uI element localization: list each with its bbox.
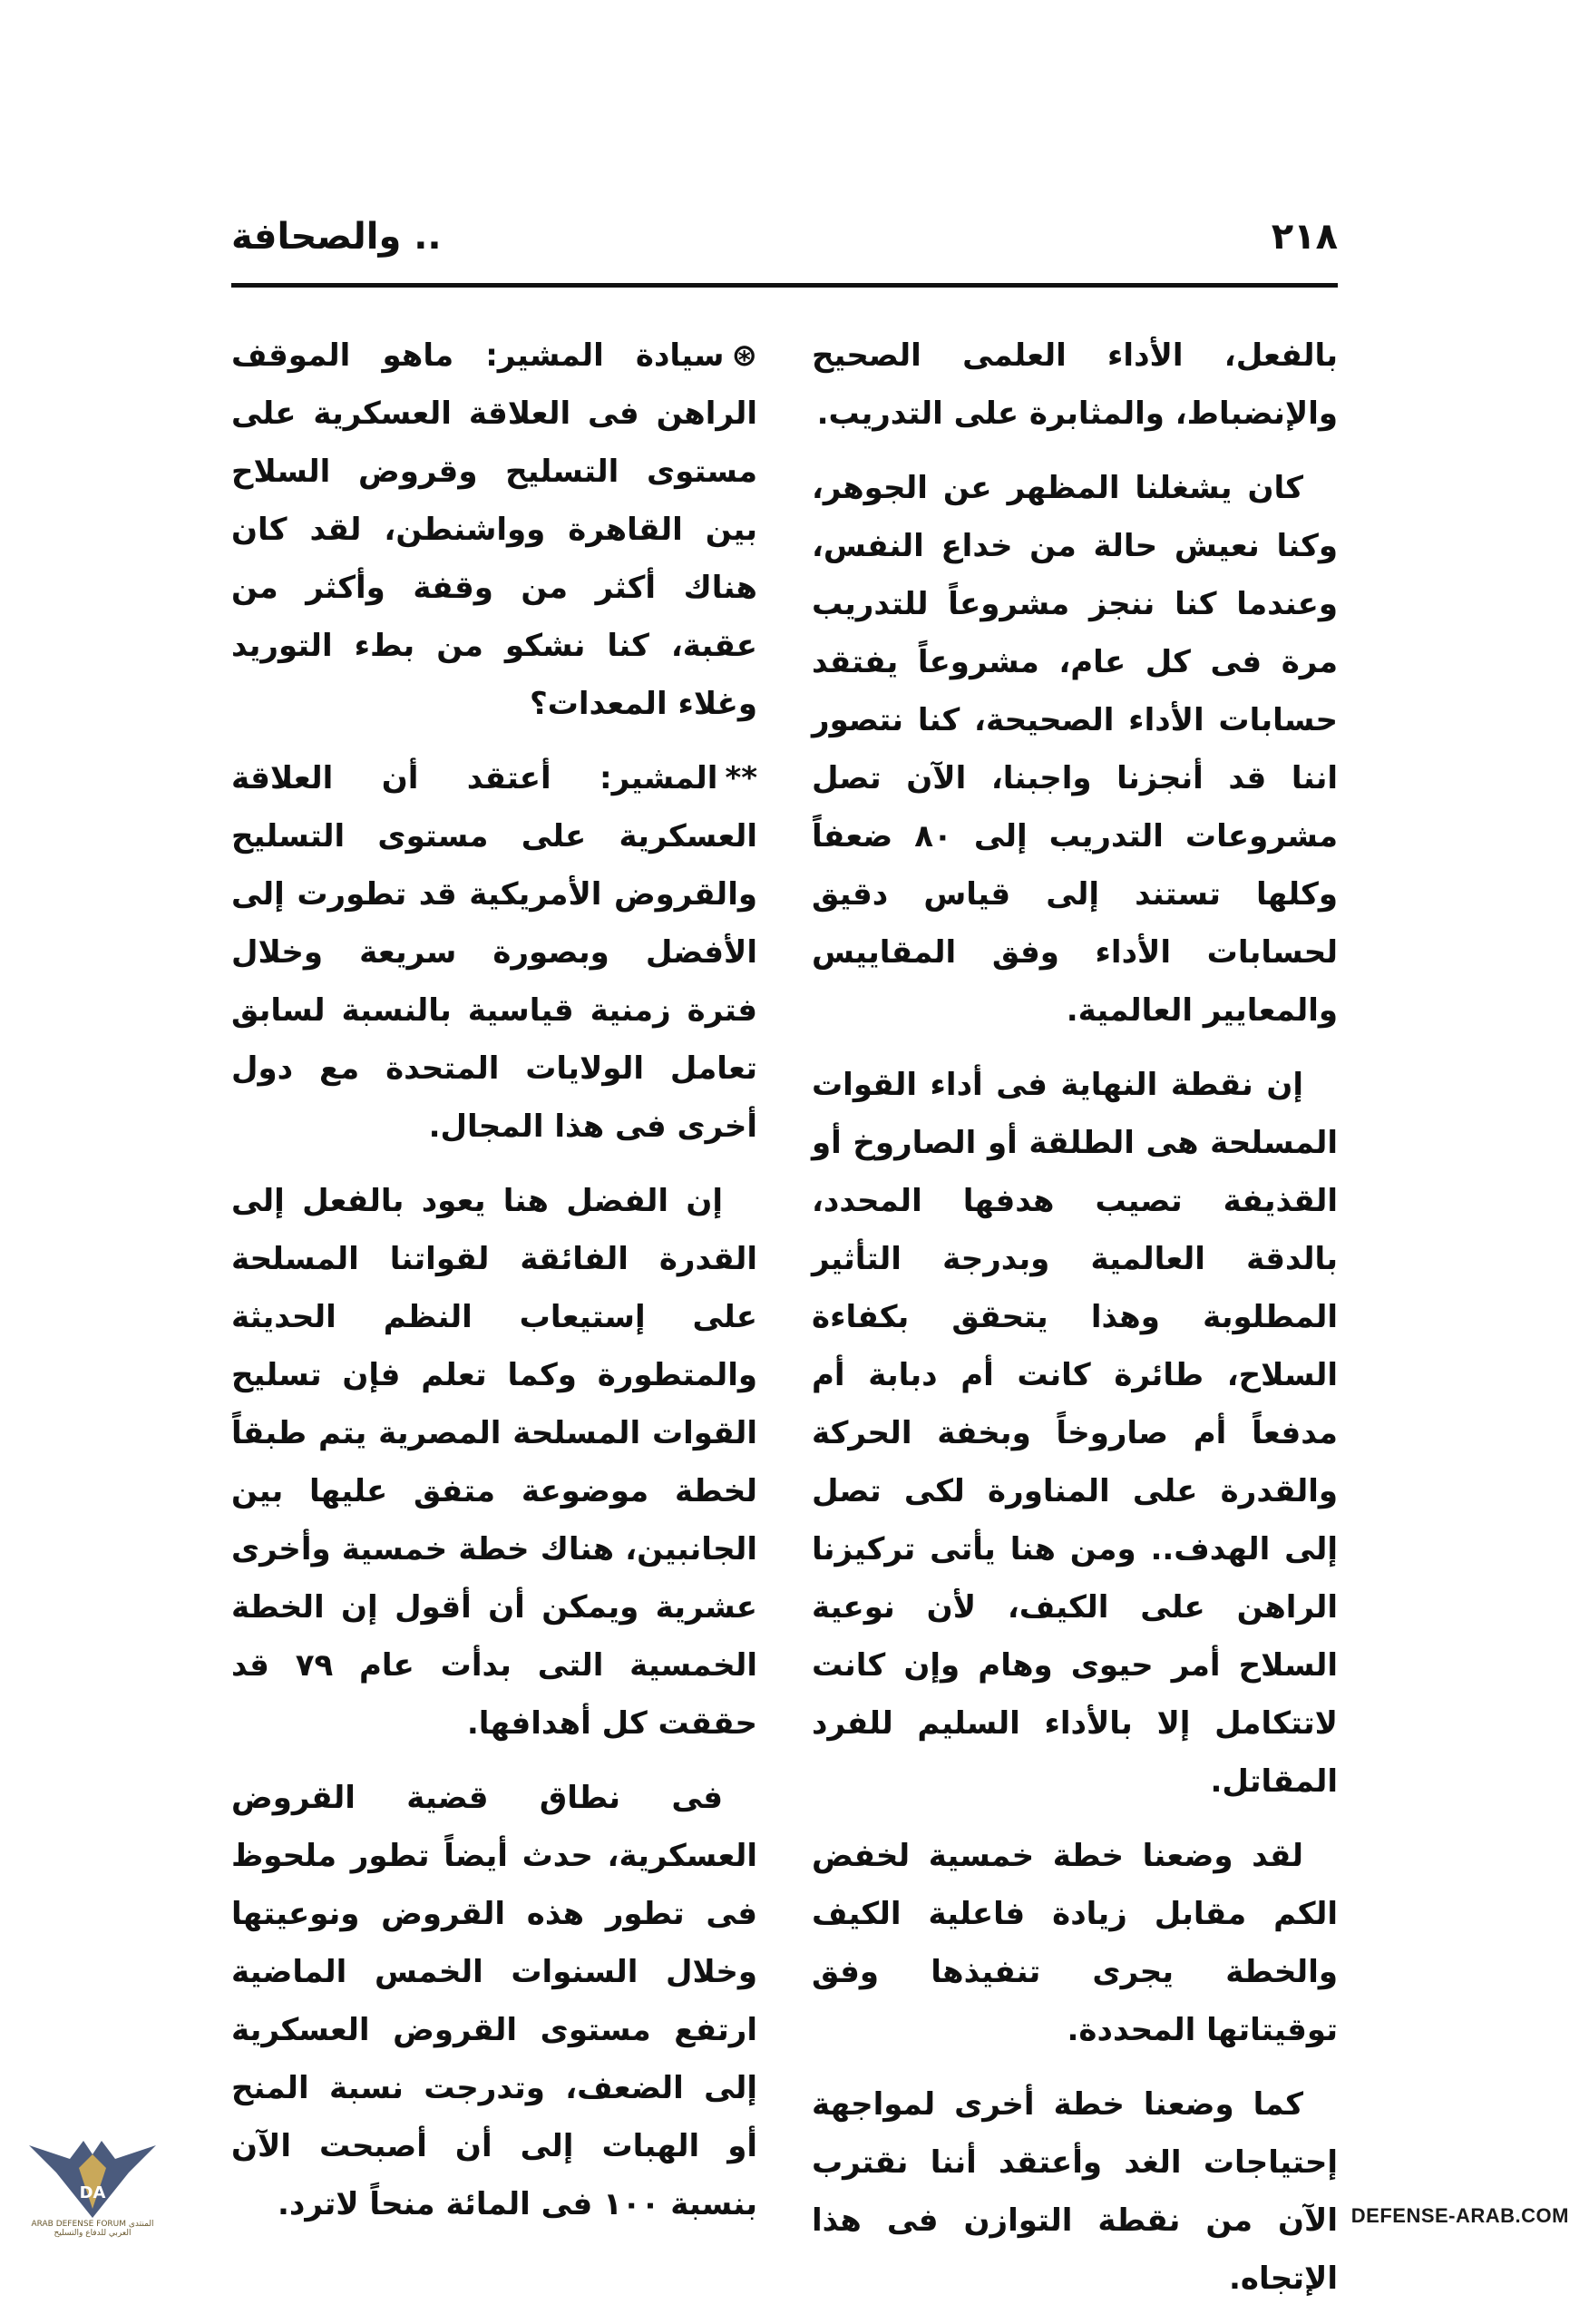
- page-number: ٢١٨: [1271, 216, 1338, 258]
- svg-text:DA: DA: [79, 2183, 106, 2202]
- interview-question: [231, 327, 757, 733]
- question-marker-icon: ⊛: [731, 337, 757, 374]
- right-column: [812, 327, 1338, 2324]
- interview-answer: [231, 749, 757, 1156]
- eagle-shield-icon: [20, 2127, 165, 2222]
- paragraph: بالفعل، الأداء العلمى الصحيح والإنضباط، والمثابرة على التدريب.: [812, 337, 1338, 432]
- forum-logo: [20, 2127, 165, 2241]
- paragraph: إن الفضل هنا يعود بالفعل إلى القدرة الفائقة لقواتنا المسلحة على إستيعاب النظم الحديثة والمتطورة وكما تعلم فإن تسليح القوات المسلحة المصرية يتم طبقاً لخطة موضوعة متفق عليها بين الجانبين، هناك خطة خمسية وأخرى عشرية ويمكن أن أقول إن الخطة الخمسية التى بدأت عام ٧٩ قد حققت كل أهدافها.: [231, 1183, 757, 1742]
- header-rule: [231, 283, 1338, 288]
- running-title: .. والصحافة: [231, 216, 442, 258]
- paragraph: فى نطاق قضية القروض العسكرية، حدث أيضاً تطور ملحوظ فى تطور هذه القروض ونوعيتها وخلال السنوات الخمس الماضية ارتفع مستوى القروض العسكرية إلى الضعف، وتدرجت نسبة المنح أو الهبات إلى أن أصبحت الآن بنسبة ١٠٠ فى المائة منحاً لاترد.: [231, 1780, 757, 2222]
- answer-marker: **: [725, 760, 757, 796]
- paragraph: لقد وضعنا خطة خمسية لخفض الكم مقابل زيادة فاعلية الكيف والخطة يجرى تنفيذها وفق توقيتاتها المحددة.: [812, 1838, 1338, 2048]
- paragraph: إن نقطة النهاية فى أداء القوات المسلحة هى الطلقة أو الصاروخ أو القذيفة تصيب هدفها المحدد، بالدقة العالمية وبدرجة التأثير المطلوبة وهذا يتحقق بكفاءة السلاح، طائرة كانت أم دبابة أم مدفعاً أم صاروخاً وبخفة الحركة والقدرة على المناورة لكى تصل إلى الهدف.. ومن هنا يأتى تركيزنا الراهن على الكيف، لأن نوعية السلاح أمر حيوى وهام وإن كانت لاتتكامل إلا بالأداء السليم للفرد المقاتل.: [812, 1067, 1338, 1800]
- page-header: [231, 216, 1338, 279]
- site-watermark: DEFENSE-ARAB.COM: [1350, 2204, 1569, 2227]
- answer-text: المشير: أعتقد أن العلاقة العسكرية على مستوى التسليح والقروض الأمريكية قد تطورت إلى الأفضل وبصورة سريعة وخلال فترة زمنية قياسية بالنسبة لسابق تعامل الولايات المتحدة مع دول أخرى فى هذا المجال.: [231, 760, 757, 1145]
- question-text: سيادة المشير: ماهو الموقف الراهن فى العلاقة العسكرية على مستوى التسليح وقروض السلاح بين القاهرة وواشنطن، لقد كان هناك أكثر من وقفة وأكثر من عقبة، كنا نشكو من بطء التوريد وغلاء المعدات؟: [231, 337, 757, 722]
- left-column: [231, 327, 757, 2250]
- paragraph: كان يشغلنا المظهر عن الجوهر، وكنا نعيش حالة من خداع النفس، وعندما كنا ننجز مشروعاً للتدريب مرة فى كل عام، مشروعاً يفتقد حسابات الأداء الصحيحة، كنا نتصور اننا قد أنجزنا واجبنا، الآن تصل مشروعات التدريب إلى ٨٠ ضعفاً وكلها تستند إلى قياس دقيق لحسابات الأداء وفق المقاييس والمعايير العالمية.: [812, 470, 1338, 1029]
- paragraph: كما وضعنا خطة أخرى لمواجهة إحتياجات الغد وأعتقد أننا نقترب الآن من نقطة التوازن فى هذا الإتجاه.: [812, 2086, 1338, 2297]
- logo-caption: ARAB DEFENSE FORUM المنتدى العربي للدفاع والتسليح: [31, 2220, 154, 2238]
